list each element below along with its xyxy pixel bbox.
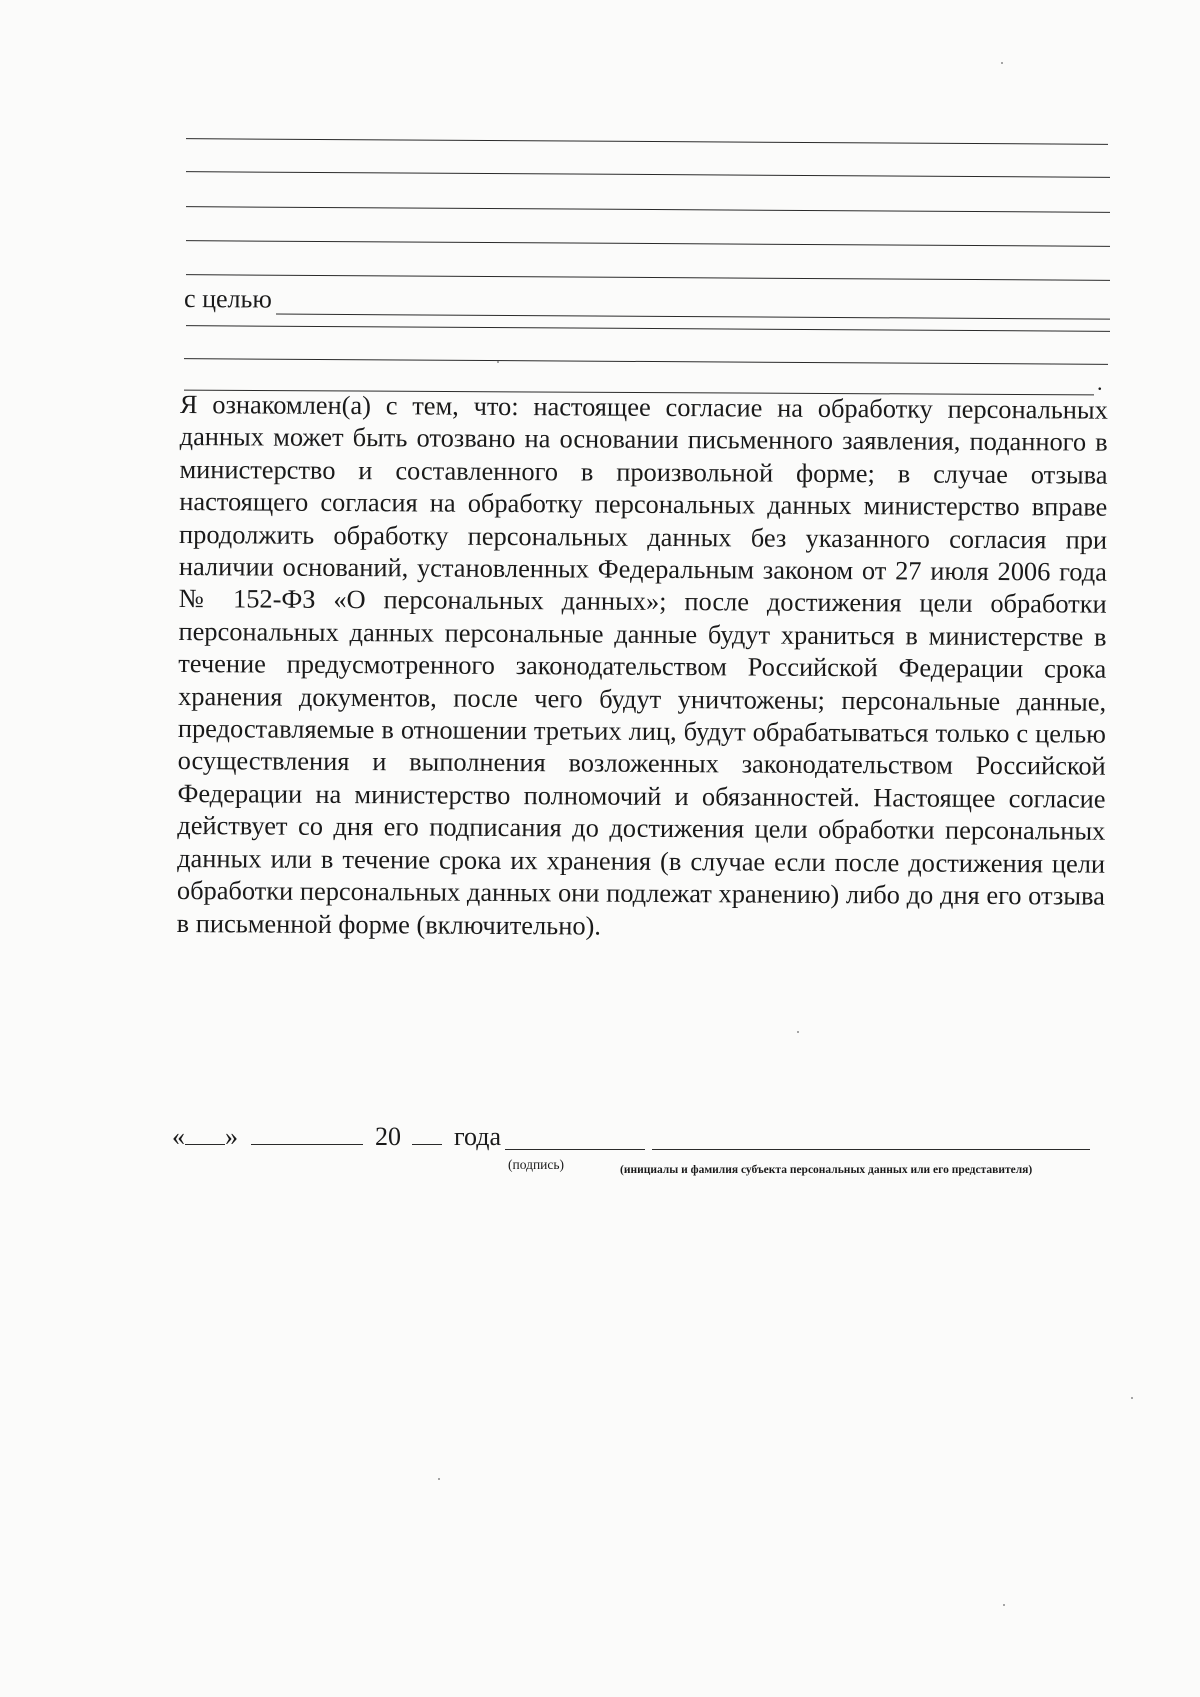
purpose-label: с целью	[184, 284, 272, 314]
scan-speck	[497, 361, 499, 363]
year-blank[interactable]	[412, 1122, 442, 1145]
blank-line-6	[186, 325, 1110, 332]
purpose-input-line[interactable]	[276, 290, 1110, 320]
name-line[interactable]	[652, 1149, 1090, 1150]
name-caption: (инициалы и фамилия субъекта персональных данных или его представителя)	[620, 1164, 1033, 1176]
date-open-quote: «	[172, 1122, 185, 1151]
signature-caption: (подпись)	[508, 1157, 565, 1172]
purpose-row	[184, 284, 1110, 320]
consent-statement: Я ознакомлен(а) с тем, что: настоящее согласие на обработку персональных данных может быть отозвано на основании письменного заявления, поданного в министерство и составленного в произвольной форме; в случае отзыва настоящего согласия на обработку персональных данных министерство вправе продолжить обработку персональных данных без указанного согласия при наличии оснований, установленных Федеральным законом от 27 июля 2006 года № 152-ФЗ «О персональных данных»; после достижения цели обработки персональных данных персональные данные будут храниться в министерстве в течение предусмотренного законодательством Российской Федерации срока хранения документов, после чего будут уничтожены; персональные данные, предоставляемые в отношении третьих лиц, будут обрабатываться только с целью осуществления и выполнения возложенных законодательством Российской Федерации на министерство полномочий и обязанностей. Настоящее согласие действует со дня его подписания до достижения цели обработки персональных данных или в течение срока их хранения (в случае если после достижения цели обработки персональных данных они подлежат хранению) либо до дня его отзыва в письменной форме (включительно).	[176, 388, 1108, 941]
scan-speck	[1131, 1397, 1133, 1399]
scan-speck	[438, 1478, 440, 1480]
blank-line-3	[186, 206, 1110, 213]
month-blank[interactable]	[251, 1122, 363, 1145]
scan-speck	[1003, 1604, 1005, 1606]
date-row	[172, 1122, 501, 1152]
blank-line-1	[186, 138, 1108, 145]
signature-line[interactable]	[505, 1149, 645, 1150]
blank-line-5	[186, 274, 1110, 281]
blank-line-7	[184, 358, 1108, 365]
scan-speck	[797, 1031, 799, 1033]
day-blank[interactable]	[185, 1122, 225, 1145]
end-period: .	[1097, 370, 1103, 395]
scan-speck	[1001, 62, 1003, 64]
century-label: 20	[375, 1122, 401, 1151]
blank-line-2	[186, 171, 1110, 178]
year-word: года	[454, 1122, 502, 1151]
blank-line-4	[186, 240, 1110, 247]
date-close-quote: »	[225, 1122, 238, 1151]
